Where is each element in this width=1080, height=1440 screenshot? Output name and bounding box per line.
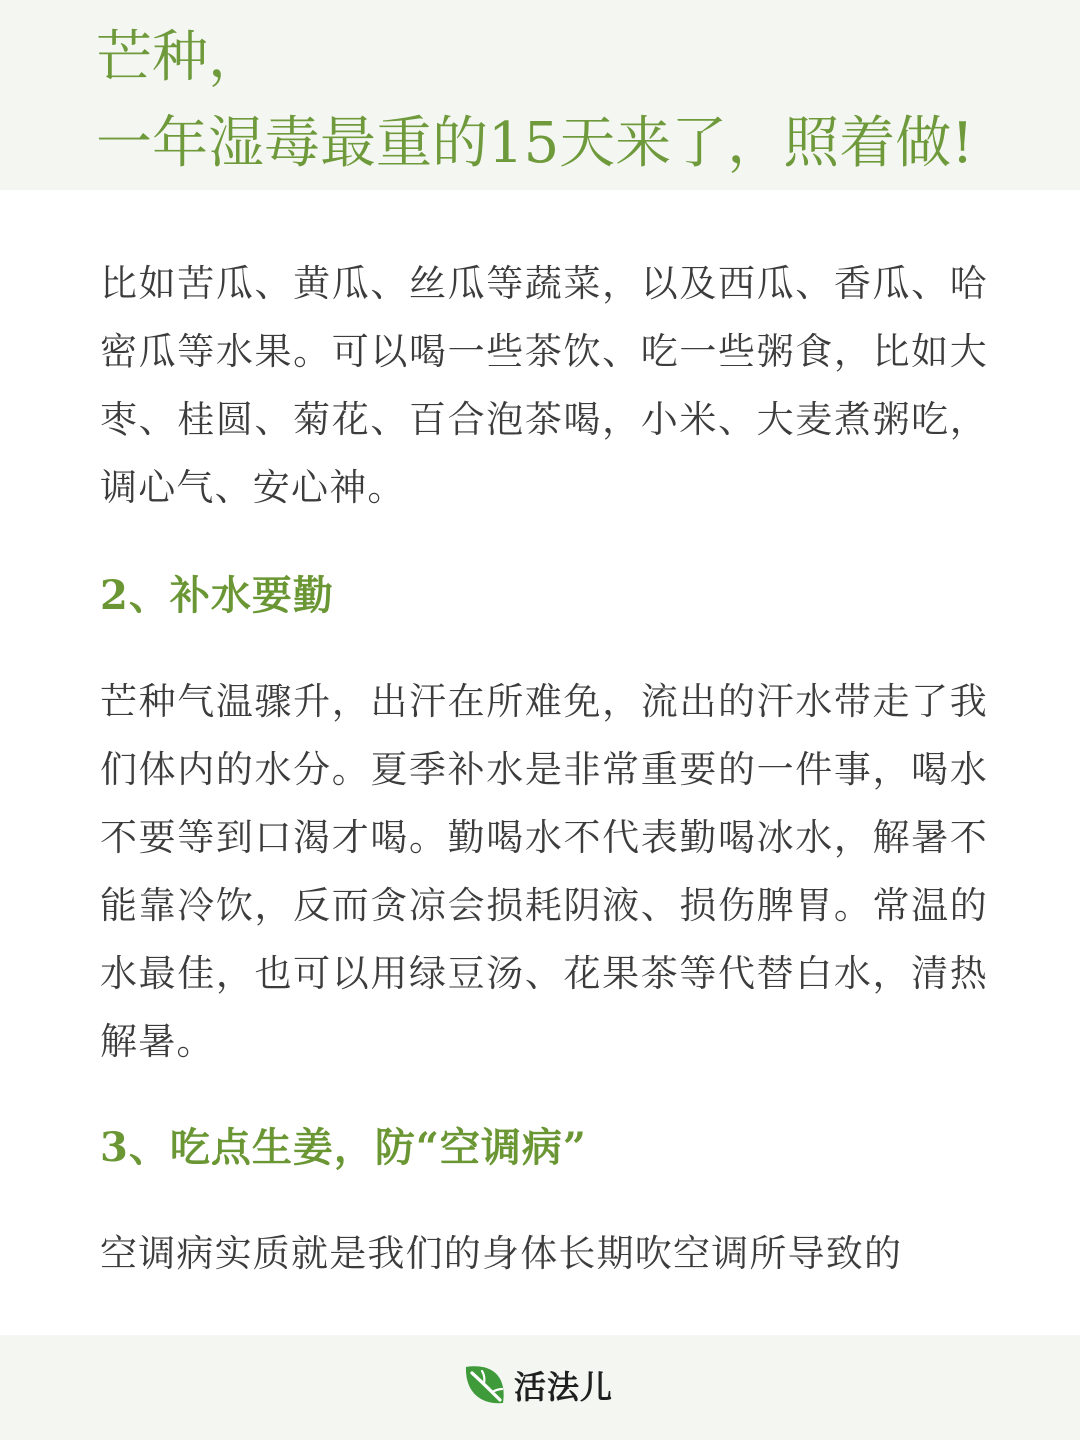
section-heading-hydration: 2、补水要勤 (100, 572, 334, 619)
article-body (100, 250, 988, 1288)
footer-band (0, 1335, 1080, 1440)
intro-paragraph: 比如苦瓜、黄瓜、丝瓜等蔬菜，以及西瓜、香瓜、哈密瓜等水果。可以喝一些茶饮、吃一些粥食，比如大枣、桂圆、菊花、百合泡茶喝，小米、大麦煮粥吃，调心气、安心神。 (100, 262, 988, 509)
leaf-icon (462, 1362, 508, 1408)
section-heading-ginger: 3、吃点生姜，防“空调病” (100, 1124, 587, 1171)
brand-name: 活法儿 (514, 1368, 614, 1406)
page-title-line-1: 芒种， (96, 25, 264, 90)
hydration-paragraph: 芒种气温骤升，出汗在所难免，流出的汗水带走了我们体内的水分。夏季补水是非常重要的一件事，喝水不要等到口渴才喝。勤喝水不代表勤喝冰水，解暑不能靠冷饮，反而贪凉会损耗阴液、损伤脾胃。常温的水最佳，也可以用绿豆汤、花果茶等代替白水，清热解暑。 (100, 680, 988, 1063)
title-banner (0, 0, 1080, 190)
ginger-paragraph: 空调病实质就是我们的身体长期吹空调所导致的 (100, 1232, 903, 1275)
page-title-line-2: 一年湿毒最重的15天来了，照着做! (96, 111, 974, 176)
brand-logo (462, 1359, 613, 1411)
